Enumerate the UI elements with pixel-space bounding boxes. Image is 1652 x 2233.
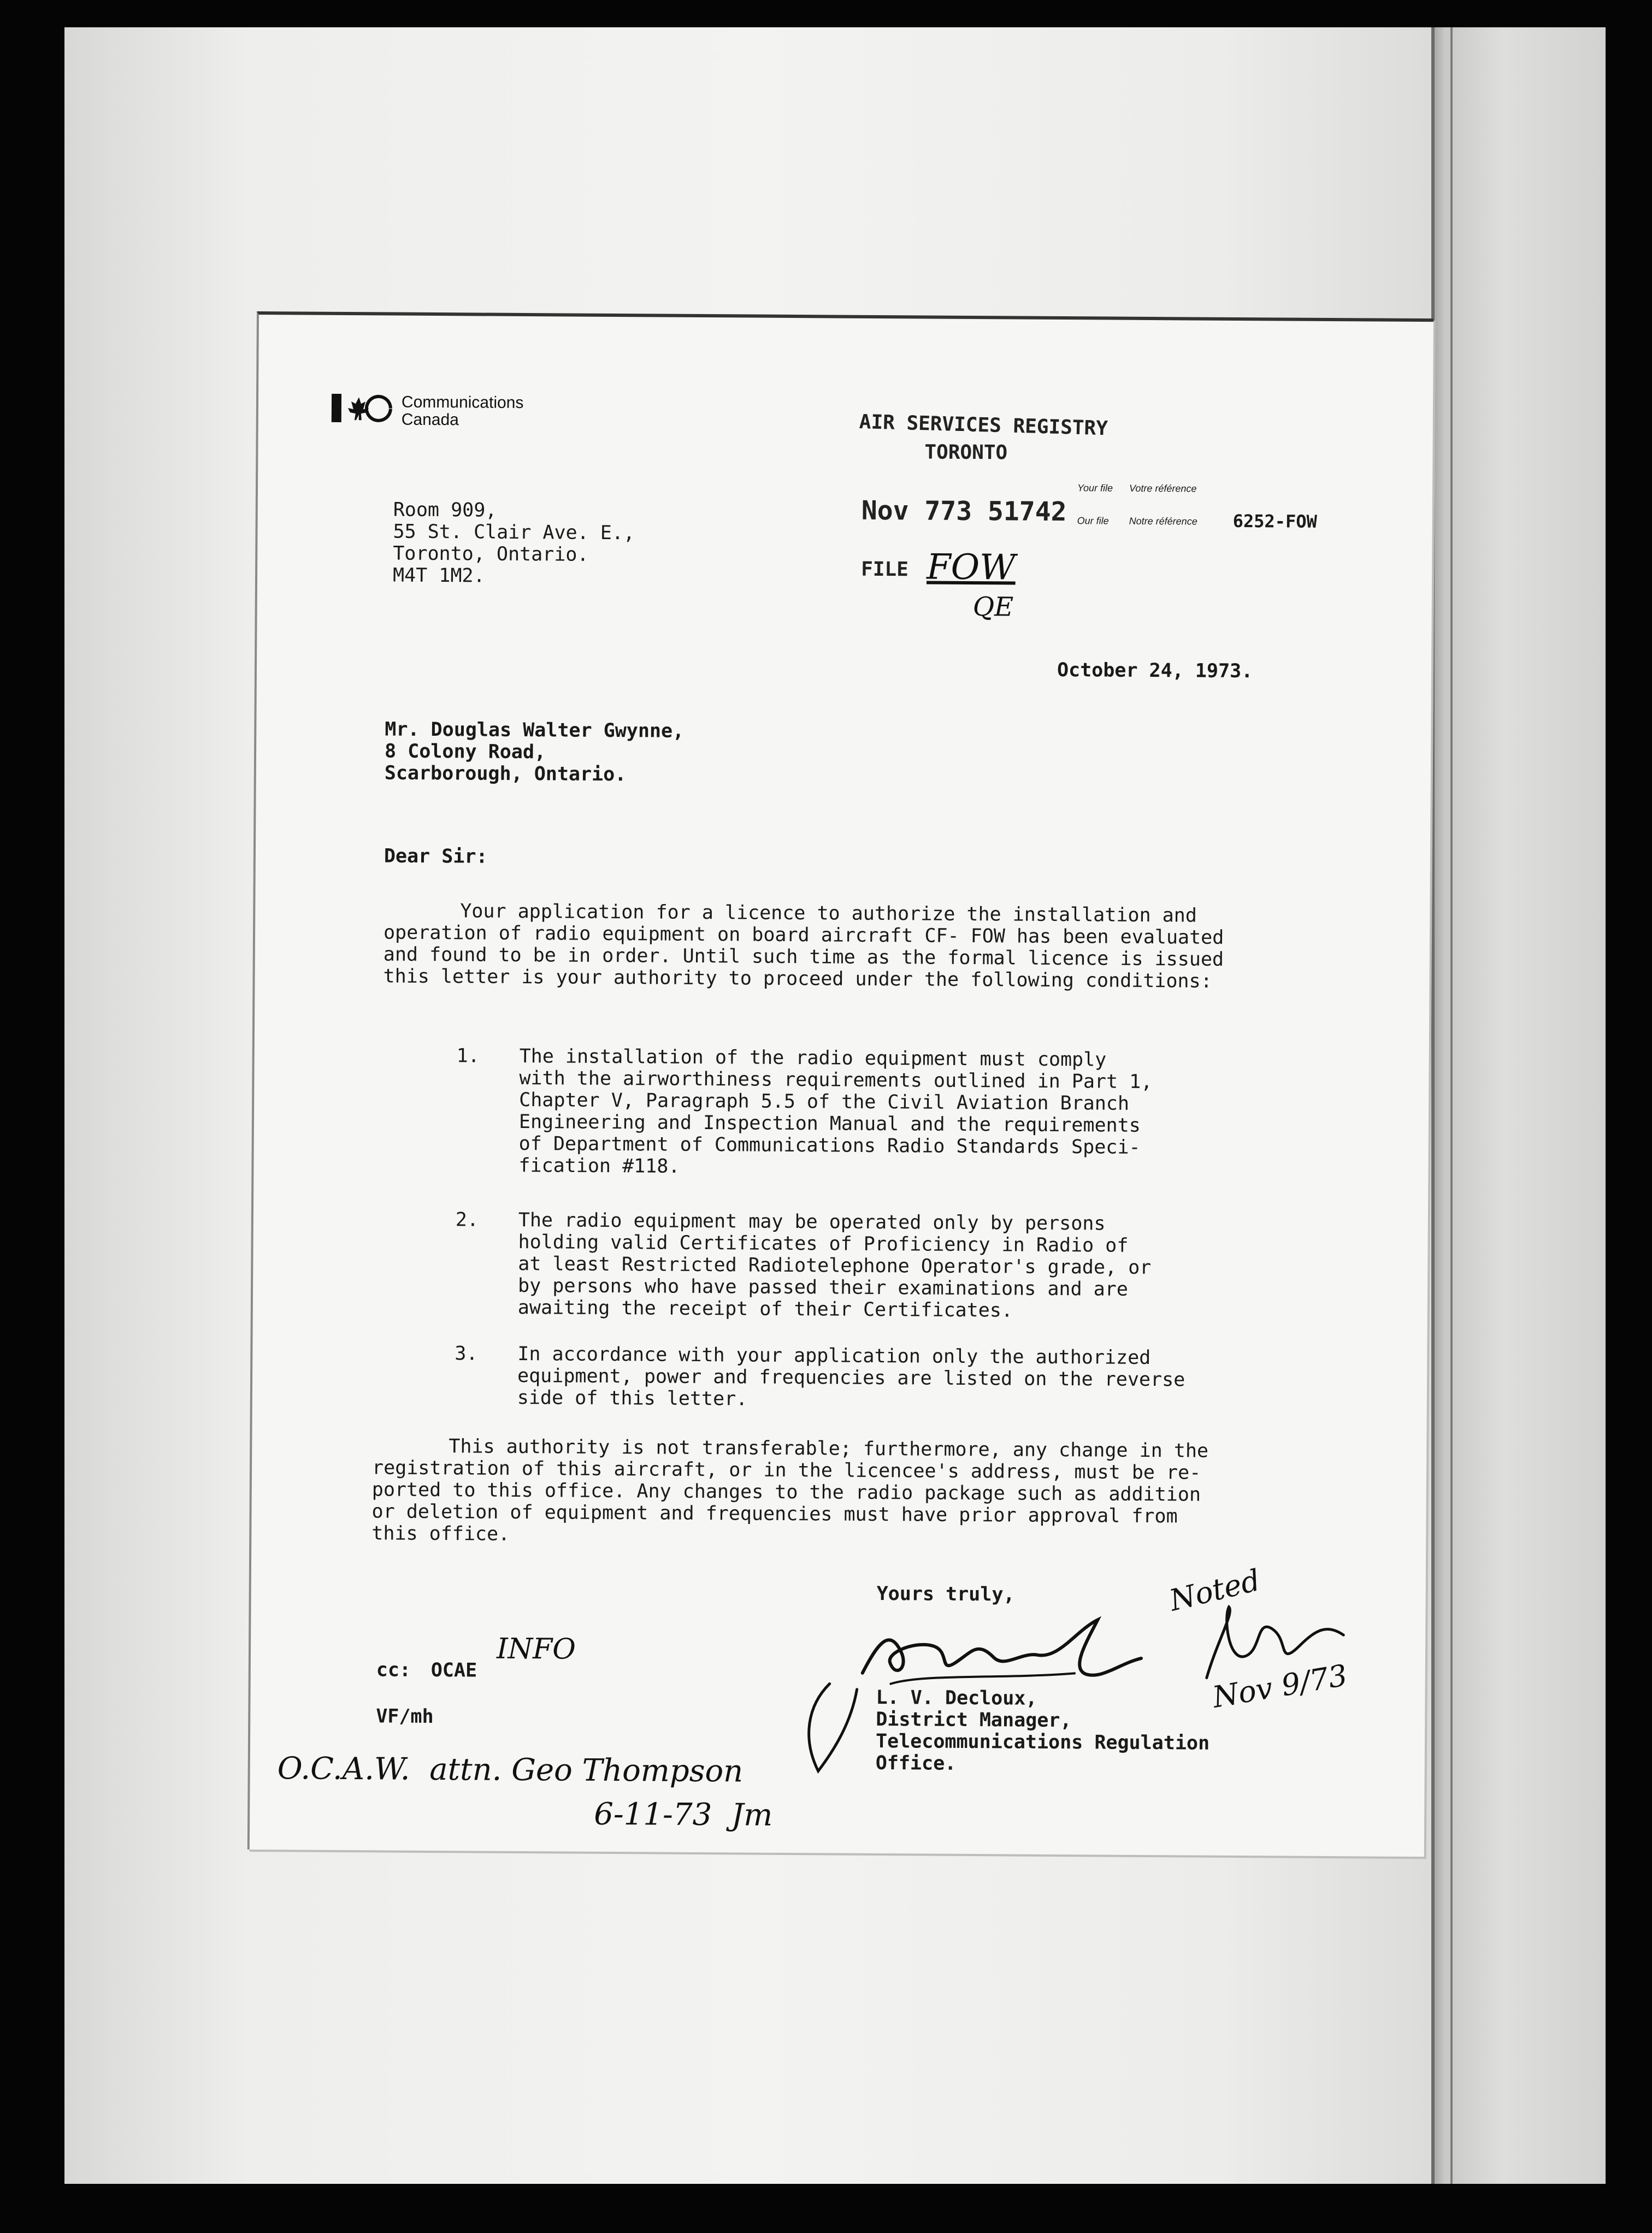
closing-paragraph: This authority is not transferable; furthermore, any change in the registration of this aircraft, or in the licencee's address, must be re- ported to this office. Any changes to the radio package such as addition or deletion of equipment and frequencies must have prior approval from this office. [371,1436,1209,1545]
department-name [402,394,524,429]
your-file-label: Your file [1077,482,1113,494]
condition-number: 1. [456,1045,480,1067]
our-file-number: 6252-FOW [1232,510,1317,532]
recipient-line: 8 Colony Road, [384,740,546,764]
letter-sheet [247,311,1433,1857]
cc-value: OCAE [430,1659,477,1682]
handwritten-routing: O.C.A.W. attn. Geo Thompson [277,1751,744,1789]
condition-text: In accordance with your application only the authorized equipment, power and frequencies are listed on the reverse side of this letter. [517,1343,1185,1410]
signatory-line: Telecommunications Regulation [875,1730,1210,1754]
signatory-line: Office. [875,1752,957,1775]
sign-off: Yours truly, [876,1582,1015,1606]
binder-fold-line [1450,27,1453,2184]
department-name-line1: Communications [401,393,524,412]
your-file-label-fr: Votre référence [1129,482,1197,494]
handwritten-routing-date: 6-11-73 Jm [594,1796,773,1833]
canada-flag-icon [331,392,402,425]
department-name-line2: Canada [401,410,459,429]
registry-number: Nov 773 51742 [861,495,1067,528]
handwritten-check-mark [796,1673,863,1782]
our-file-label-fr: Notre référence [1129,515,1197,527]
handwritten-noted-date: Nov 9/73 [1210,1658,1350,1715]
letter-date: October 24, 1973. [1057,659,1253,683]
salutation: Dear Sir: [384,845,488,868]
cc-handwritten-note: INFO [496,1632,576,1666]
address-line: Toronto, Ontario. [393,542,589,566]
condition-number: 3. [455,1343,478,1365]
intro-paragraph: Your application for a licence to authorize the installation and operation of radio equipment on board aircraft CF- FOW has been evaluated and found to be in order. Until such time as the formal licence is issued this letter is your authority to proceed under the following conditions: [383,900,1224,993]
address-line: M4T 1M2. [392,564,485,587]
file-handwritten: FOW [926,547,1016,588]
government-logo [331,392,402,425]
condition-text: The installation of the radio equipment must comply with the airworthiness requirements outlined in Part 1, Chapter V, Paragraph 5.5 of the Civil Aviation Branch Engineering and Inspection Manual and the requirements of Department of Communications Radio Standards Speci- fication #118. [518,1045,1153,1178]
cc-label: cc: [376,1659,411,1681]
signatory-line: L. V. Decloux, [876,1686,1037,1710]
binder-edge [1431,27,1606,2184]
file-note: QE [972,592,1014,623]
recipient-line: Scarborough, Ontario. [384,762,627,786]
address-line: 55 St. Clair Ave. E., [393,521,635,545]
file-label: FILE [861,558,908,581]
condition-text: The radio equipment may be operated only by persons holding valid Certificates of Proficiency in Radio of at least Restricted Radiotelephone Operator's grade, or by persons who have passed their examinations and are awaiting the receipt of their Certificates. [517,1209,1152,1322]
condition-number: 2. [455,1209,479,1231]
registry-city: TORONTO [924,441,1008,464]
recipient-line: Mr. Douglas Walter Gwynne, [385,718,685,742]
registry-title: AIR SERVICES REGISTRY [859,410,1108,440]
typist-initials: VF/mh [376,1705,434,1728]
handwritten-noted: Noted [1166,1562,1264,1618]
signatory-line: District Manager, [876,1708,1072,1732]
address-line: Room 909, [393,499,497,522]
our-file-label: Our file [1077,515,1109,527]
